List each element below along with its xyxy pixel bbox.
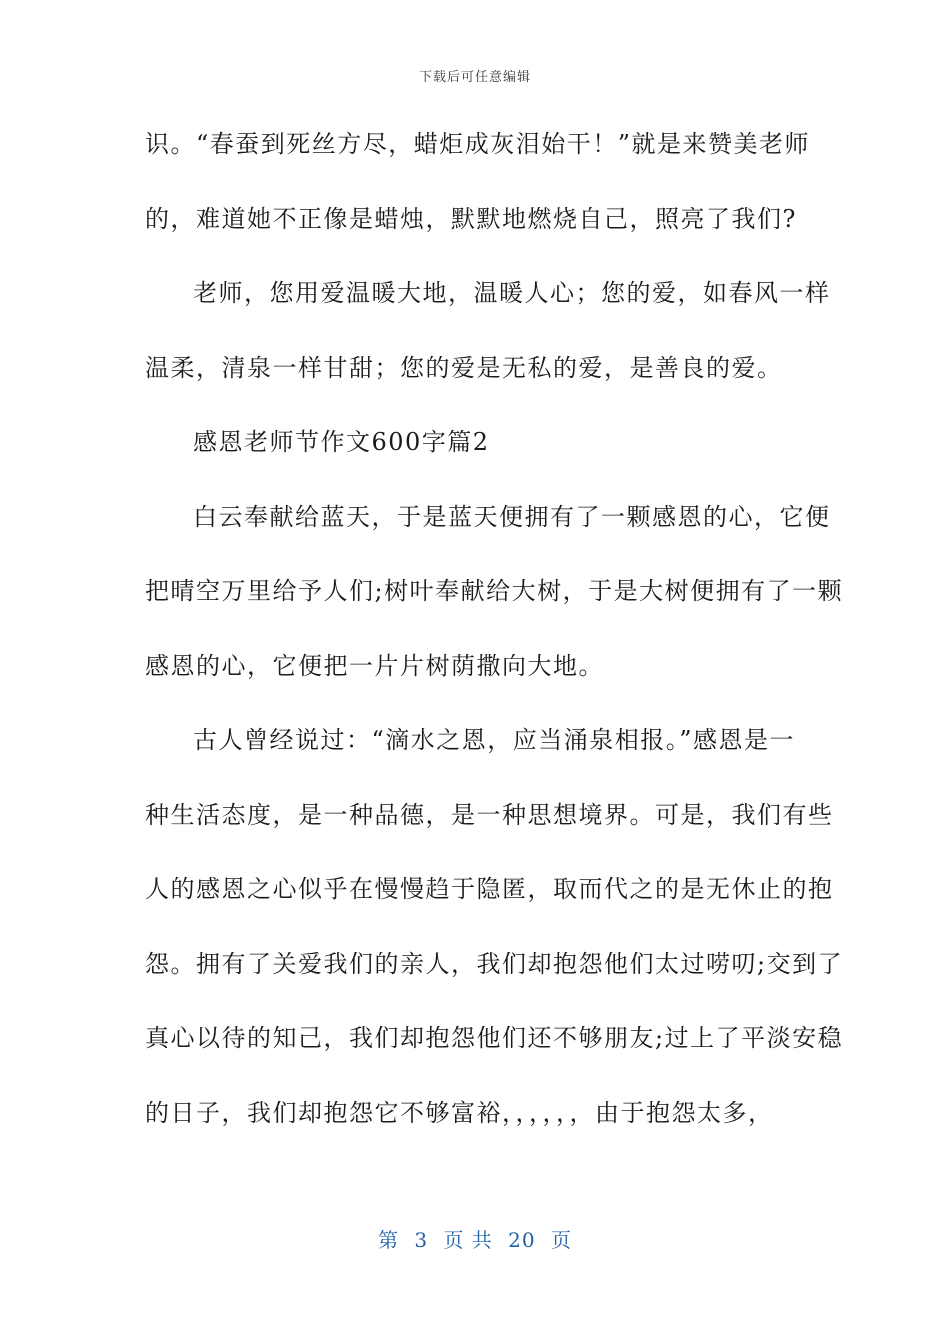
text-line: 识。“春蚕到死丝方尽，蜡炬成灰泪始干！”就是来赞美老师: [145, 130, 811, 158]
section-heading: 感恩老师节作文600字篇2: [193, 428, 490, 456]
document-body: [145, 118, 844, 1161]
text-line: 怨。拥有了关爱我们的亲人，我们却抱怨他们太过唠叨;交到了: [145, 949, 844, 978]
text-line: 的，难道她不正像是蜡烛，默默地燃烧自己，照亮了我们?: [145, 204, 797, 233]
footer-suffix: 页: [550, 1228, 572, 1252]
page-header: 下载后可任意编辑: [418, 70, 531, 85]
footer-prefix: 第: [378, 1228, 399, 1252]
current-page-number: 3: [414, 1228, 429, 1252]
text-line: 真心以待的知己，我们却抱怨他们还不够朋友;过上了平淡安稳: [145, 1024, 844, 1052]
text-line: 温柔，清泉一样甘甜；您的爱是无私的爱，是善良的爱。: [145, 353, 783, 382]
text-line: 白云奉献给蓝天，于是蓝天便拥有了一颗感恩的心，它便: [193, 502, 831, 531]
text-line: 的日子，我们却抱怨它不够富裕，，，，，，由于抱怨太多，: [145, 1098, 774, 1127]
text-line: 人的感恩之心似乎在慢慢趋于隐匿，取而代之的是无休止的抱: [145, 875, 834, 903]
text-line: 老师，您用爱温暖大地，温暖人心；您的爱，如春风一样: [193, 279, 831, 307]
text-line: 感恩的心，它便把一片片树荫撒向大地。: [145, 651, 604, 680]
total-page-count: 20: [508, 1228, 536, 1252]
text-line: 古人曾经说过：“滴水之恩，应当涌泉相报。”感恩是一: [193, 726, 796, 754]
text-line: 种生活态度，是一种品德，是一种思想境界。可是，我们有些: [145, 800, 834, 829]
text-line: 把晴空万里给予人们;树叶奉献给大树，于是大树便拥有了一颗: [145, 577, 844, 605]
page-footer: [0, 1224, 950, 1253]
footer-middle: 页 共: [443, 1228, 493, 1252]
